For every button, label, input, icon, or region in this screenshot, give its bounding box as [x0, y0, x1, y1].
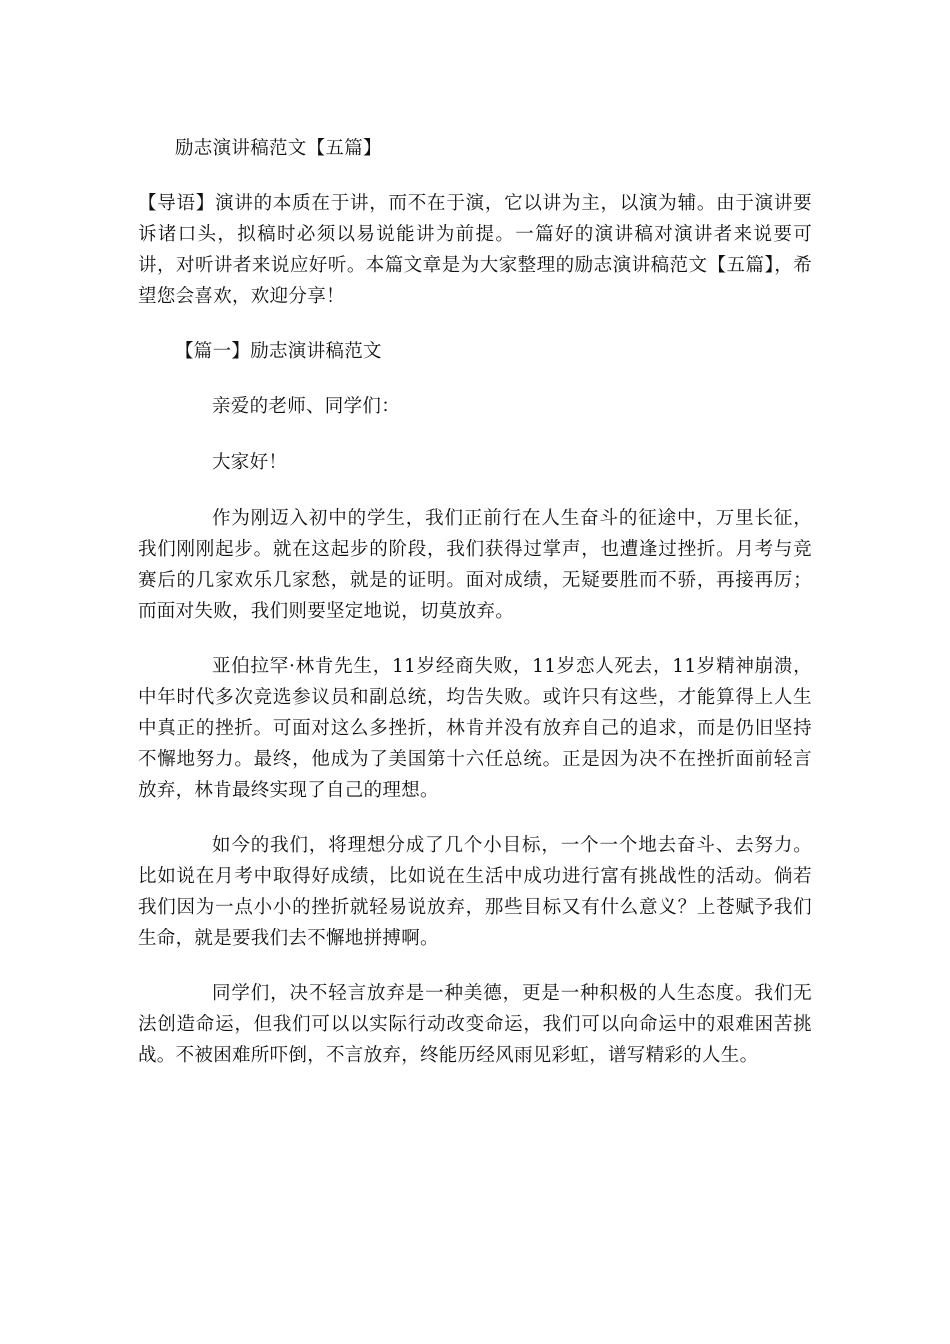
body-paragraph-3: 如今的我们，将理想分成了几个小目标，一个一个地去奋斗、去努力。比如说在月考中取得好成绩，比如说在生活中成功进行富有挑战性的活动。倘若我们因为一点小小的挫折就轻易说放弃，那些目标又有什么意义？上苍赋予我们生命，就是要我们去不懈地拼搏啊。: [138, 835, 812, 949]
section-heading: 【篇一】励志演讲稿范文: [175, 341, 382, 362]
body-paragraph-1: 作为刚迈入初中的学生，我们正前行在人生奋斗的征途中，万里长征，我们刚刚起步。就在这起步的阶段，我们获得过掌声，也遭逢过挫折。月考与竞赛后的几家欢乐几家愁，就是的证明。面对成绩，无疑要胜而不骄，再接再厉；而面对失败，我们则要坚定地说，切莫放弃。: [138, 508, 812, 622]
document-title: 励志演讲稿范文【五篇】: [175, 138, 382, 159]
document-body: [138, 133, 812, 1095]
greeting: 大家好！: [212, 452, 288, 473]
salutation: 亲爱的老师、同学们：: [212, 396, 401, 417]
body-paragraph-4: 同学们，决不轻言放弃是一种美德，更是一种积极的人生态度。我们无法创造命运，但我们可以以实际行动改变命运，我们可以向命运中的艰难困苦挑战。不被困难所吓倒，不言放弃，终能历经风雨见彩虹，谱写精彩的人生。: [138, 983, 812, 1066]
body-paragraph-2: 亚伯拉罕·林肯先生，11岁经商失败，11岁恋人死去，11岁精神崩溃，中年时代多次竞选参议员和副总统，均告失败。或许只有这些，才能算得上人生中真正的挫折。可面对这么多挫折，林肯并没有放弃自己的追求，而是仍旧坚持不懈地努力。最终，他成为了美国第十六任总统。正是因为决不在挫折面前轻言放弃，林肯最终实现了自己的理想。: [138, 656, 812, 801]
intro-paragraph: 【导语】演讲的本质在于讲，而不在于演，它以讲为主，以演为辅。由于演讲要诉诸口头，拟稿时必须以易说能讲为前提。一篇好的演讲稿对演讲者来说要可讲，对听讲者来说应好听。本篇文章是为大家整理的励志演讲稿范文【五篇】，希望您会喜欢，欢迎分享！: [138, 193, 812, 307]
